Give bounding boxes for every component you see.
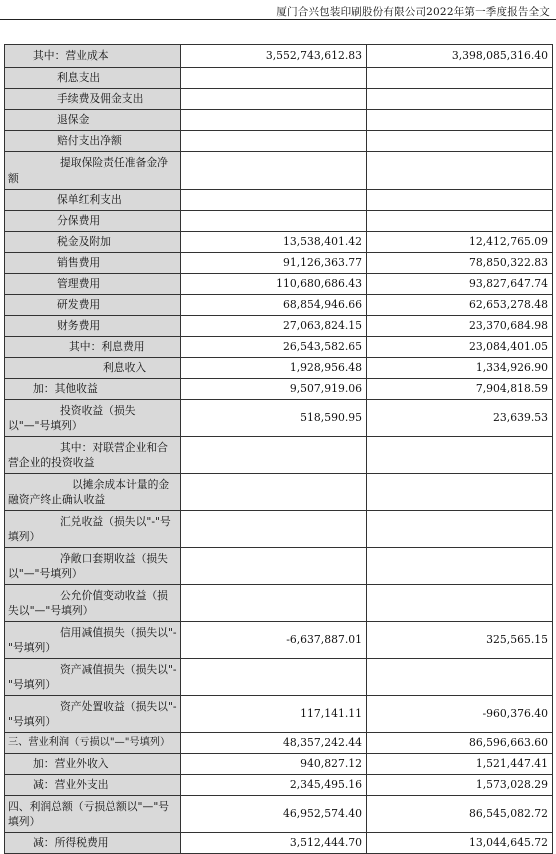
previous-period-value: 62,653,278.48 [367,295,553,316]
previous-period-value: 93,827,647.74 [367,274,553,295]
previous-period-value [367,152,553,190]
previous-period-value: 78,850,322.83 [367,253,553,274]
table-row [5,511,553,548]
row-label: 利息支出 [5,68,181,89]
row-label: 管理费用 [5,274,181,295]
table-row [5,45,553,68]
table-row [5,89,553,110]
previous-period-value [367,131,553,152]
previous-period-value: 325,565.15 [367,622,553,659]
current-period-value: 2,345,495.16 [181,775,367,796]
row-label: 加：营业外收入 [5,754,181,775]
table-row [5,110,553,131]
current-period-value: 3,552,743,612.83 [181,45,367,68]
previous-period-value: 7,904,818.59 [367,379,553,400]
previous-period-value: 1,521,447.41 [367,754,553,775]
table-row [5,152,553,190]
row-label: 提取保险责任准备金净额 [5,152,181,190]
current-period-value [181,68,367,89]
current-period-value: -6,637,887.01 [181,622,367,659]
previous-period-value: 1,573,028.29 [367,775,553,796]
current-period-value [181,585,367,622]
previous-period-value: 23,370,684.98 [367,316,553,337]
current-period-value: 518,590.95 [181,400,367,437]
previous-period-value: 23,639.53 [367,400,553,437]
current-period-value: 68,854,946.66 [181,295,367,316]
current-period-value: 117,141.11 [181,696,367,733]
current-period-value: 48,357,242.44 [181,733,367,754]
current-period-value: 3,512,444.70 [181,833,367,854]
current-period-value [181,548,367,585]
row-label: 汇兑收益（损失以"-"号填列） [5,511,181,548]
table-row [5,474,553,511]
previous-period-value [367,68,553,89]
previous-period-value: 23,084,401.05 [367,337,553,358]
current-period-value [181,437,367,474]
current-period-value: 9,507,919.06 [181,379,367,400]
current-period-value [181,474,367,511]
previous-period-value: 1,334,926.90 [367,358,553,379]
table-row [5,316,553,337]
table-row [5,437,553,474]
previous-period-value: 86,545,082.72 [367,796,553,833]
row-label: 净敞口套期收益（损失以"—"号填列） [5,548,181,585]
previous-period-value: -960,376.40 [367,696,553,733]
table-row [5,379,553,400]
previous-period-value [367,511,553,548]
table-row [5,131,553,152]
row-label: 退保金 [5,110,181,131]
current-period-value [181,152,367,190]
table-row [5,190,553,211]
row-label: 减：所得税费用 [5,833,181,854]
previous-period-value [367,659,553,696]
row-label: 资产减值损失（损失以"-"号填列） [5,659,181,696]
table-row [5,733,553,754]
table-row [5,337,553,358]
row-label: 加：其他收益 [5,379,181,400]
row-label: 分保费用 [5,211,181,232]
income-statement-table [4,44,553,854]
table-row [5,775,553,796]
row-label: 手续费及佣金支出 [5,89,181,110]
table-row [5,696,553,733]
previous-period-value [367,190,553,211]
current-period-value: 27,063,824.15 [181,316,367,337]
current-period-value [181,110,367,131]
current-period-value: 940,827.12 [181,754,367,775]
row-label: 税金及附加 [5,232,181,253]
current-period-value: 46,952,574.40 [181,796,367,833]
previous-period-value [367,211,553,232]
row-label: 减：营业外支出 [5,775,181,796]
current-period-value [181,659,367,696]
previous-period-value [367,437,553,474]
row-label: 赔付支出净额 [5,131,181,152]
current-period-value [181,511,367,548]
table-row [5,548,553,585]
row-label: 资产处置收益（损失以"-"号填列） [5,696,181,733]
previous-period-value [367,89,553,110]
row-label: 其中：利息费用 [5,337,181,358]
row-label: 投资收益（损失以"—"号填列） [5,400,181,437]
previous-period-value [367,548,553,585]
table-row [5,232,553,253]
previous-period-value [367,110,553,131]
table-row [5,211,553,232]
row-label: 以摊余成本计量的金融资产终止确认收益 [5,474,181,511]
current-period-value: 26,543,582.65 [181,337,367,358]
row-label: 其中：营业成本 [5,45,181,68]
table-row [5,253,553,274]
table-row [5,274,553,295]
row-label: 三、营业利润（亏损以"—"号填列） [5,733,181,754]
row-label: 四、利润总额（亏损总额以"—"号填列） [5,796,181,833]
table-row [5,68,553,89]
row-label: 保单红利支出 [5,190,181,211]
report-header-title: 厦门合兴包装印刷股份有限公司2022年第一季度报告全文 [276,6,550,18]
current-period-value: 1,928,956.48 [181,358,367,379]
table-row [5,400,553,437]
table-row [5,585,553,622]
previous-period-value: 3,398,085,316.40 [367,45,553,68]
previous-period-value: 12,412,765.09 [367,232,553,253]
row-label: 其中：对联营企业和合营企业的投资收益 [5,437,181,474]
table-row [5,295,553,316]
current-period-value [181,190,367,211]
table-row [5,796,553,833]
previous-period-value: 13,044,645.72 [367,833,553,854]
current-period-value [181,89,367,110]
row-label: 利息收入 [5,358,181,379]
previous-period-value [367,474,553,511]
row-label: 销售费用 [5,253,181,274]
current-period-value: 110,680,686.43 [181,274,367,295]
previous-period-value: 86,596,663.60 [367,733,553,754]
table-row [5,833,553,854]
table-row [5,659,553,696]
row-label: 公允价值变动收益（损失以"—"号填列） [5,585,181,622]
previous-period-value [367,585,553,622]
current-period-value [181,211,367,232]
row-label: 研发费用 [5,295,181,316]
table-row [5,754,553,775]
current-period-value: 13,538,401.42 [181,232,367,253]
current-period-value: 91,126,363.77 [181,253,367,274]
row-label: 信用减值损失（损失以"-"号填列） [5,622,181,659]
header-divider [0,19,556,20]
current-period-value [181,131,367,152]
table-row [5,622,553,659]
row-label: 财务费用 [5,316,181,337]
table-row [5,358,553,379]
